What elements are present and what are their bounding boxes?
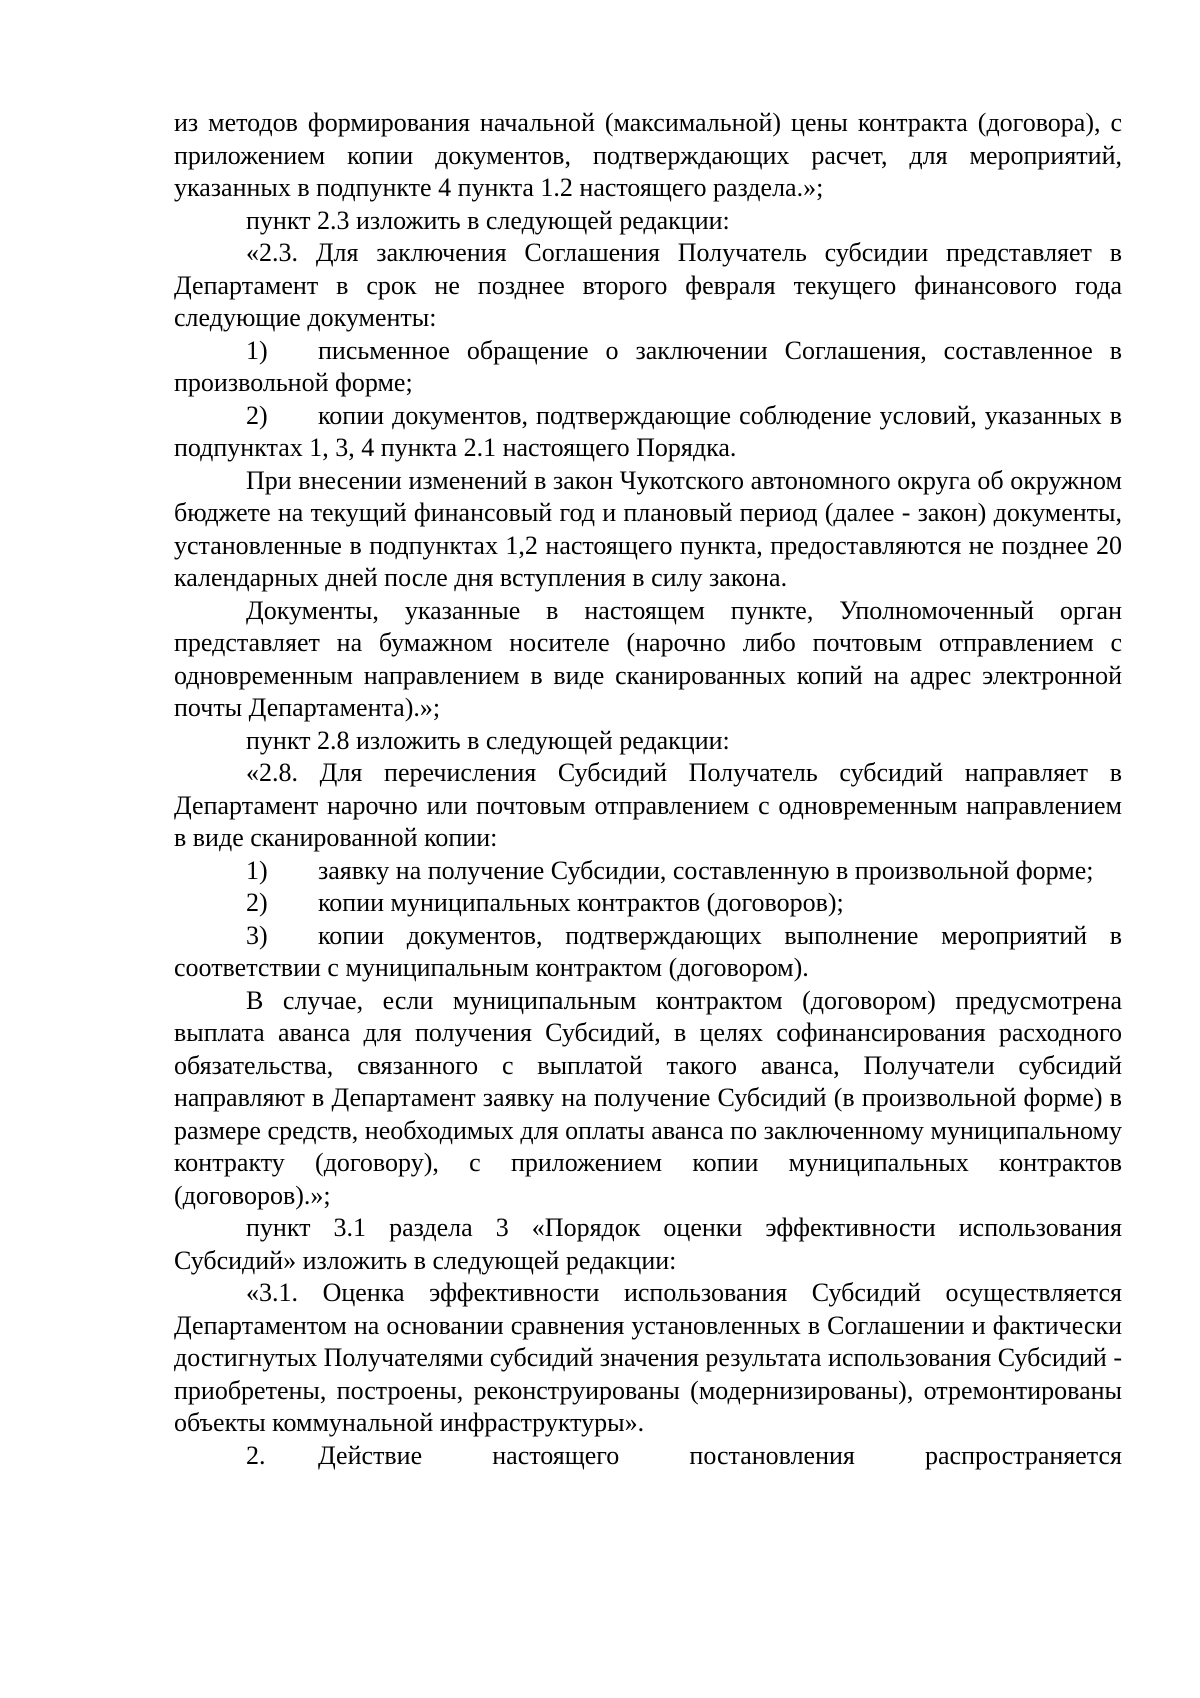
paragraph-p16 [174,1440,1122,1473]
paragraph-text: «2.3. Для заключения Соглашения Получатель субсидии представляет в Департамент в срок не позднее второго февраля текущего финансового года следующие документы: [174,238,1122,332]
paragraph-p13 [174,985,1122,1213]
paragraph-text: заявку на получение Субсидии, составленную в произвольной форме; [318,855,1094,885]
list-number: 2) [246,400,268,430]
document-page [174,107,1122,1472]
paragraph-text: из методов формирования начальной (максимальной) цены контракта (договора), с приложением копии документов, подтверждающих расчет, для мероприятий, указанных в подпункте 4 пункта 1.2 настоящего раздела.»; [174,108,1122,202]
paragraph-text: копии документов, подтверждающие соблюдение условий, указанных в подпунктах 1, 3, 4 пункта 2.1 настоящего Порядка. [174,400,1122,462]
paragraph-text: копии муниципальных контрактов (договоров); [318,888,844,917]
list-number: 1) [246,335,268,365]
paragraph-text: пункт 3.1 раздела 3 «Порядок оценки эффективности использования Субсидий» изложить в следующей редакции: [174,1213,1122,1275]
paragraph-text: Документы, указанные в настоящем пункте, Уполномоченный орган представляет на бумажном носителе (нарочно либо почтовым отправлением с одновременным направлением в виде сканированных копий на адрес электронной почты Департамента).»; [174,595,1122,722]
list-number: 2. [246,1440,266,1470]
list-number: 2) [246,888,268,917]
list-number: 3) [246,920,268,950]
paragraph-text: В случае, если муниципальным контрактом (договором) предусмотрена выплата аванса для получения Субсидий, в целях софинансирования расходного обязательства, связанного с выплатой такого аванса, Получатели субсидий направляют в Департамент заявку на получение Субсидий (в произвольной форме) в размере средств, необходимых для оплаты аванса по заключенному муниципальному контракту (договору), с приложением копии муниципальных контрактов (договоров).»; [174,985,1122,1210]
paragraph-text: «2.8. Для перечисления Субсидий Получатель субсидий направляет в Департамент нарочно или почтовым отправлением с одновременным направлением в виде сканированной копии: [174,758,1122,852]
paragraph-text: пункт 2.8 изложить в следующей редакции: [246,725,730,755]
list-number: 1) [246,855,268,885]
paragraph-p03 [174,237,1122,335]
paragraph-p05 [174,400,1122,465]
paragraph-p01 [174,107,1122,205]
paragraph-text: «3.1. Оценка эффективности использования Субсидий осуществляется Департаментом на основании сравнения установленных в Соглашении и фактически достигнутых Получателями субсидий значения результата использования Субсидий - приобретены, построены, реконструированы (модернизированы), отремонтированы объекты коммунальной инфраструктуры». [174,1278,1122,1437]
paragraph-p06 [174,465,1122,595]
paragraph-p10 [174,855,1122,888]
paragraph-p08 [174,725,1122,758]
paragraph-text: Действие настоящего постановления распространяется [318,1440,1122,1470]
paragraph-p12 [174,920,1122,985]
paragraph-text: При внесении изменений в закон Чукотского автономного округа об окружном бюджете на текущий финансовый год и плановый период (далее - закон) документы, установленные в подпунктах 1,2 настоящего пункта, предоставляются не позднее 20 календарных дней после дня вступления в силу закона. [174,465,1122,592]
paragraph-p11 [174,887,1122,920]
paragraph-p07 [174,595,1122,725]
paragraph-p02 [174,205,1122,238]
paragraph-p14 [174,1212,1122,1277]
paragraph-p04 [174,335,1122,400]
paragraph-text: копии документов, подтверждающих выполнение мероприятий в соответствии с муниципальным контрактом (договором). [174,920,1122,982]
paragraph-text: письменное обращение о заключении Соглашения, составленное в произвольной форме; [174,335,1122,397]
paragraph-text: пункт 2.3 изложить в следующей редакции: [246,205,730,235]
paragraph-p15 [174,1277,1122,1440]
paragraph-p09 [174,757,1122,855]
